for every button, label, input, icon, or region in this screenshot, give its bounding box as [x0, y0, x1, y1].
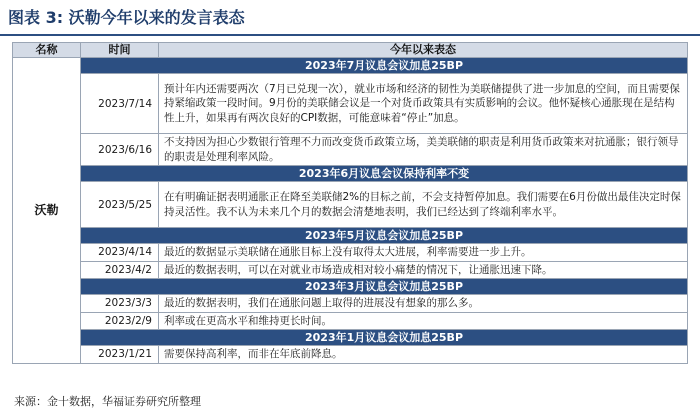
figure-title: 图表 3: 沃勒今年以来的发言表态	[8, 8, 245, 27]
person-name: 沃勒	[34, 202, 59, 217]
statement-cell: 最近的数据表明，可以在对就业市场造成相对较小痛楚的情况下，让通胀迅速下降。	[159, 261, 688, 279]
table-row	[13, 261, 688, 279]
statement-cell: 最近的数据显示美联储在通胀目标上没有取得太大进展，利率需要进一步上升。	[159, 244, 688, 262]
group-row	[13, 330, 688, 346]
date-cell: 2023/3/3	[81, 295, 159, 313]
group-label: 2023年3月议息会议加息25BP	[81, 279, 688, 295]
date-cell: 2023/4/14	[81, 244, 159, 262]
table-row	[13, 312, 688, 330]
group-row	[13, 166, 688, 182]
title-divider	[0, 34, 700, 36]
date-cell: 2023/7/14	[81, 74, 159, 134]
statement-cell: 最近的数据表明，我们在通胀问题上取得的进展没有想象的那么多。	[159, 295, 688, 313]
statement-cell: 利率或在更高水平和维持更长时间。	[159, 312, 688, 330]
table-row	[13, 244, 688, 262]
group-row	[13, 279, 688, 295]
date-cell: 2023/4/2	[81, 261, 159, 279]
header-content: 今年以来表态	[159, 43, 688, 58]
group-label: 2023年1月议息会议加息25BP	[81, 330, 688, 346]
name-cell	[13, 58, 81, 364]
table-row	[13, 346, 688, 364]
group-row	[13, 228, 688, 244]
statement-cell: 不支持因为担心少数银行管理不力而改变货币政策立场，美美联储的职责是利用货币政策来对抗通胀；银行领导的职责是处理利率风险。	[159, 134, 688, 166]
group-row	[13, 58, 688, 74]
date-cell: 2023/1/21	[81, 346, 159, 364]
statement-cell: 需要保持高利率，而非在年底前降息。	[159, 346, 688, 364]
statements-table	[12, 42, 688, 364]
date-cell: 2023/2/9	[81, 312, 159, 330]
table-row	[13, 74, 688, 134]
table-header-row	[13, 43, 688, 58]
date-cell: 2023/5/25	[81, 182, 159, 228]
date-cell: 2023/6/16	[81, 134, 159, 166]
group-label: 2023年6月议息会议保持利率不变	[81, 166, 688, 182]
header-time: 时间	[81, 43, 159, 58]
table-row	[13, 295, 688, 313]
statement-cell: 在有明确证据表明通胀正在降至美联储2%的目标之前，不会支持暂停加息。我们需要在6月份做出最佳决定时保持灵活性。我不认为未来几个月的数据会清楚地表明，我们已经达到了终端利率水平。	[159, 182, 688, 228]
table-row	[13, 182, 688, 228]
table-row	[13, 134, 688, 166]
group-label: 2023年7月议息会议加息25BP	[81, 58, 688, 74]
header-name: 名称	[13, 43, 81, 58]
statement-cell: 预计年内还需要两次（7月已兑现一次），就业市场和经济的韧性为美联储提供了进一步加息的空间，而且需要保持紧缩政策一段时间。9月份的美联储会议是一个对货币政策具有实质影响的会议。他怀疑核心通胀现在是结构性上升，如果再有两次良好的CPI数据，可能意味着“停止”加息。	[159, 74, 688, 134]
group-label: 2023年5月议息会议加息25BP	[81, 228, 688, 244]
source-note: 来源：金十数据，华福证券研究所整理	[14, 395, 201, 408]
